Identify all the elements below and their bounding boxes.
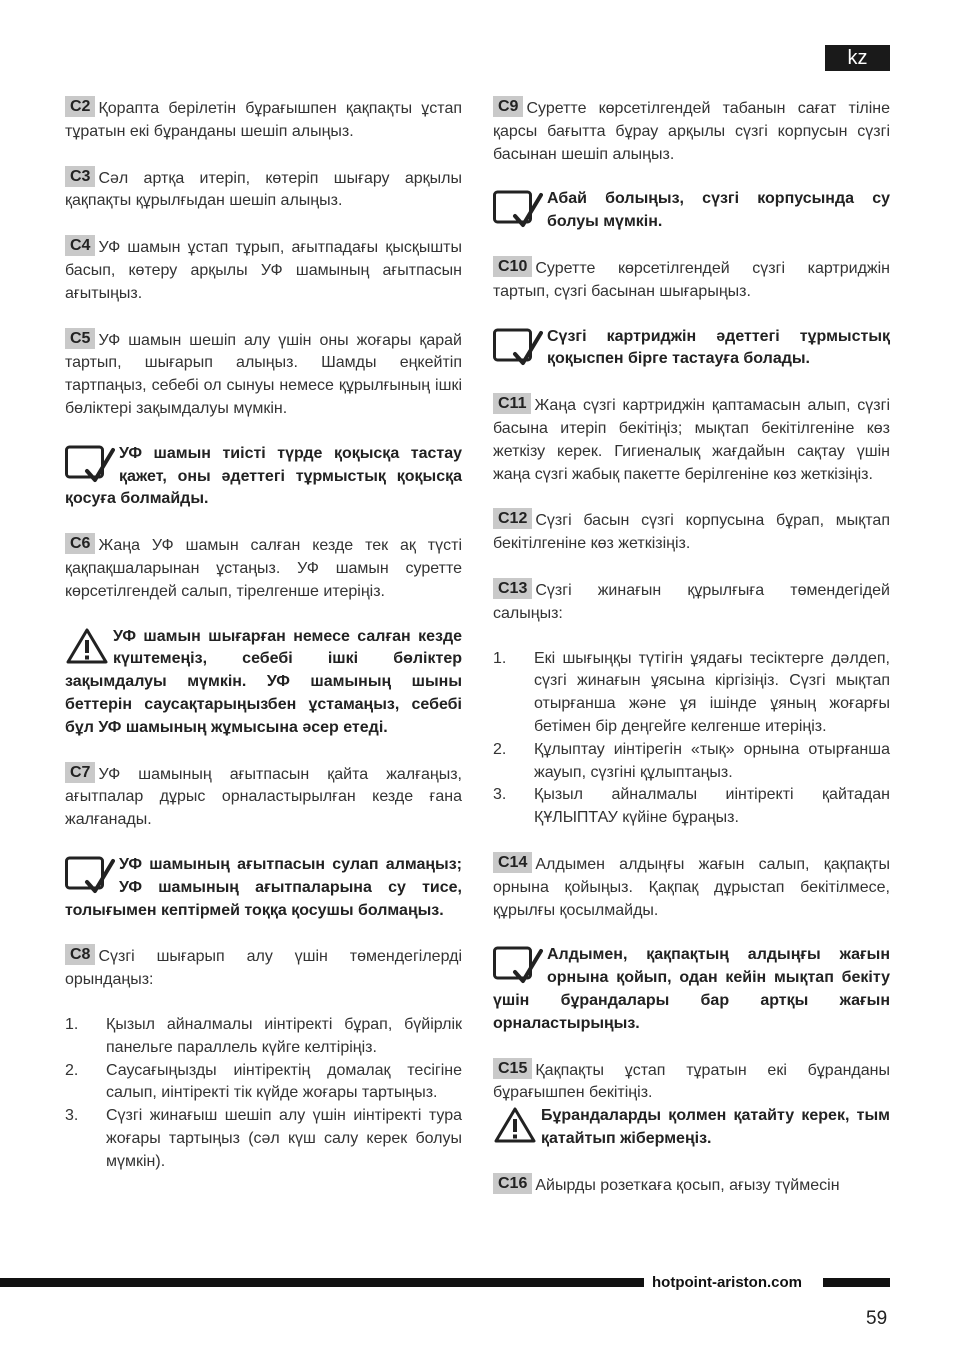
list-item [493, 739, 890, 785]
step-text: Қорапта берілетін бұрағышпен қақпақты ұстап тұратын екі бұранданы шешіп алыңыз. [65, 100, 462, 140]
step-text: Сүзгі жинағын құрылғыға төмендегідей салыңыз: [493, 581, 890, 622]
step-label: C10 [493, 256, 532, 277]
step-c9 [493, 96, 890, 166]
step-text: Жаңа сүзгі картриджін қаптамасын алып, сүзгі басына итеріп бекітіңіз; мықтап бекітілгеніне көз жеткізу керек. Гигиеналық жағдайын сақтау үшін жаңа сүзгі жабық пакетте берілгеніне көз жеткізіңіз. [493, 397, 890, 483]
list-text: Екі шығыңқы түтігін ұядағы тесіктерге дәлдеп, сүзгі жинағын ұясына кіргізіңіз. Сүзгі мықтап отырғанша және ұя ішінде ұяның жоғарғы бетімен бір деңгейге келгенше итеріңіз. [534, 649, 890, 735]
list-item [493, 648, 890, 739]
warning-screws [493, 1105, 890, 1151]
step-label: C5 [65, 328, 95, 349]
c13-instructions-list [493, 648, 890, 830]
list-item [493, 784, 890, 830]
checkbox-note-icon [493, 327, 543, 367]
step-text: Алдымен алдыңғы жағын салып, қақпақты орнына қойыңыз. Қақпақ дұрыстап бекітілмесе, құрылғы қосылмайды. [493, 855, 890, 919]
warning-text: Бұрандаларды қолмен қатайту керек, тым қатайтып жібермеңіз. [541, 1107, 890, 1147]
checkbox-note-icon [65, 855, 115, 895]
footer-rule-left [0, 1278, 644, 1287]
warning-triangle-icon [65, 627, 109, 665]
step-text: Суретте көрсетілгендей сүзгі картриджін тартып, сүзгі басынан шығарыңыз. [493, 259, 890, 300]
step-c10 [493, 256, 890, 304]
step-label: C16 [493, 1173, 532, 1194]
list-item [65, 1105, 462, 1173]
list-text: Құлыптау иінтірегін «тық» орнына отырғанша жауып, сүзгіні құлыптаңыз. [534, 740, 890, 781]
step-c12 [493, 508, 890, 556]
checkbox-note-icon [65, 444, 115, 484]
step-label: C3 [65, 166, 95, 187]
note-water [493, 188, 890, 234]
list-number: 2. [493, 740, 507, 758]
step-c3 [65, 166, 462, 214]
list-text: Саусағыңызды иінтіректің домалақ тесігіне салып, иінтіректі тік күйде жоғары тартыңыз. [106, 1061, 462, 1102]
step-label: C14 [493, 852, 532, 873]
note-connector [65, 854, 462, 922]
step-c6 [65, 533, 462, 603]
step-c14 [493, 852, 890, 922]
note-text: Сүзгі картриджін әдеттегі тұрмыстық қоқыспен бірге тастауға болады. [547, 327, 890, 368]
list-number: 3. [65, 1107, 79, 1125]
step-text: Сүзгі шығарып алу үшін төмендегілерді орындаңыз: [65, 948, 462, 989]
list-number: 1. [493, 649, 507, 667]
warning-triangle-icon [493, 1106, 537, 1144]
step-label: C7 [65, 762, 95, 783]
warning-text: УФ шамын шығарған немесе салған кезде күштемеңіз, себебі ішкі бөліктер зақымдалуы мүмкін. УФ шамының шыны беттерін саусақтарыңызбен ұстамаңыз, себебі бұл УФ шамының жұмысына әсер етеді. [65, 627, 462, 736]
step-label: C9 [493, 96, 523, 117]
step-c16 [493, 1173, 890, 1198]
note-text: Алдымен, қақпақтың алдыңғы жағын орнына қойып, одан кейін мықтап бекіту үшін бұрандалары бар артқы жағын орналастырыңыз. [493, 946, 890, 1032]
step-text: Қақпақты ұстап тұратын екі бұранданы бұрағышпен бекітіңіз. [493, 1061, 890, 1102]
list-number: 3. [493, 786, 507, 804]
step-label: C8 [65, 944, 95, 965]
step-c8 [65, 944, 462, 992]
footer-website: hotpoint-ariston.com [652, 1274, 802, 1291]
language-badge: kz [825, 45, 890, 71]
page-number: 59 [866, 1308, 888, 1329]
step-text: Жаңа УФ шамын салған кезде тек ақ түсті қақпақшаларынан ұстаңыз. УФ шамын суретте көрсетілгендей салып, тірелгенше итеріңіз. [65, 537, 462, 600]
step-text: Сүзгі басын сүзгі корпусына бұрап, мықтап бекітілгеніне көз жеткізіңіз. [493, 512, 890, 553]
warning-uv-lamp [65, 626, 462, 740]
note-text: Абай болыңыз, сүзгі корпусында су болуы мүмкін. [547, 190, 890, 231]
step-c2 [65, 96, 462, 144]
footer-rule-right [823, 1278, 890, 1287]
left-column [65, 96, 462, 1173]
note-text: УФ шамын тиісті түрде қоқысқа тастау қажет, оны әдеттегі тұрмыстық қоқысқа қосуға болмайды. [65, 444, 462, 508]
step-text: Суретте көрсетілгендей табанын сағат тіліне қарсы бағытта бұрау арқылы сүзгі корпусын сүзгі басынан шешіп алыңыз. [493, 100, 890, 163]
step-text: УФ шамын ұстап тұрып, ағытпадағы қысқышты басып, көтеру арқылы УФ шамының ағытпасын ағытыңыз. [65, 239, 462, 302]
step-label: C13 [493, 578, 532, 599]
list-number: 2. [65, 1061, 79, 1079]
list-item [65, 1014, 462, 1060]
step-label: C6 [65, 533, 95, 554]
list-text: Қызыл айналмалы иінтіректі қайтадан ҚҰЛЫПТАУ күйіне бұраңыз. [534, 786, 890, 827]
step-c7 [65, 762, 462, 832]
checkbox-note-icon [493, 189, 543, 229]
step-text: Айырды розеткаға қосып, ағызу түймесін [535, 1176, 840, 1194]
step-text: УФ шамының ағытпасын қайта жалғаңыз, ағытпалар дұрыс орналастырылған кезде ғана жалғанады. [65, 765, 462, 829]
right-column [493, 96, 890, 1197]
note-text: УФ шамының ағытпасын сулап алмаңыз; УФ шамының ағытпаларына су тисе, толығымен кептірмей тоққа қосушы болмаңыз. [65, 855, 462, 919]
step-label: C11 [493, 393, 531, 414]
step-text: Сәл артқа итеріп, көтеріп шығару арқылы қақпақты құрылғыдан шешіп алыңыз. [65, 169, 462, 210]
step-label: C2 [65, 96, 95, 117]
step-text: УФ шамын шешіп алу үшін оны жоғары қарай тартып, шығарып алыңыз. Шамды еңкейтіп тартпаңыз, себебі ол сынуы немесе құрылғының ішкі бөліктері зақымдалуы мүмкін. [65, 331, 462, 417]
step-c15 [493, 1058, 890, 1106]
step-label: C4 [65, 235, 95, 256]
note-cartridge-disposal [493, 326, 890, 372]
step-c13 [493, 578, 890, 626]
step-c4 [65, 235, 462, 305]
list-item [65, 1060, 462, 1106]
step-label: C15 [493, 1058, 532, 1079]
note-disposal [65, 443, 462, 511]
checkbox-note-icon [493, 945, 543, 985]
step-label: C12 [493, 508, 532, 529]
step-c11 [493, 393, 890, 486]
note-cover-placement [493, 944, 890, 1035]
list-text: Сүзгі жинағыш шешіп алу үшін иінтіректі тура жоғары тартыңыз (сәл күш салу керек болуы мүмкін). [106, 1107, 462, 1170]
c8-instructions-list [65, 1014, 462, 1174]
step-c5 [65, 328, 462, 421]
list-text: Қызыл айналмалы иінтіректі бұрап, бүйірлік панельге параллель күйге келтіріңіз. [106, 1015, 462, 1056]
list-number: 1. [65, 1015, 79, 1033]
